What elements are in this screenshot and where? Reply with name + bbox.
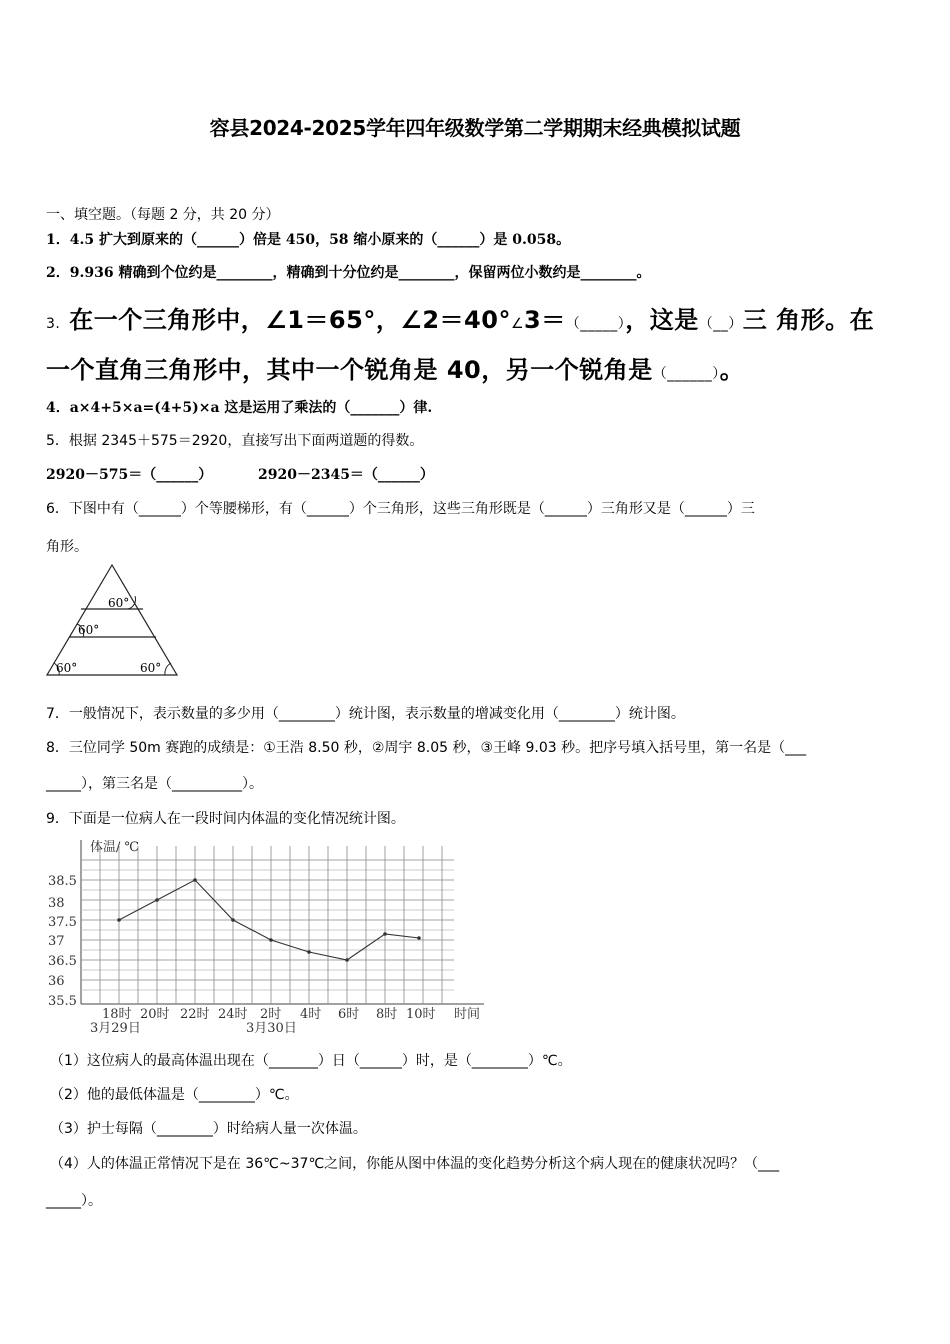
- x-tick: 8时: [376, 1007, 398, 1022]
- y-tick: 38: [48, 896, 65, 911]
- question-9-sub-3: （3）护士每隔（________）时给病人量一次体温。: [50, 1121, 367, 1137]
- angle-symbol: ∠: [510, 316, 525, 332]
- y-axis-label: 体温/ ℃: [90, 840, 140, 855]
- question-3-line-1: [46, 300, 874, 335]
- x-tick: 6时: [338, 1007, 360, 1022]
- x-tick: 20时: [140, 1007, 170, 1022]
- triangle-figure: [44, 562, 184, 680]
- question-8-line-2: _____），第三名是（__________）。: [46, 776, 263, 792]
- answer-blank: （_____）: [565, 316, 626, 332]
- answer-blank: （__）: [698, 316, 743, 332]
- q3-text: 3＝: [524, 306, 566, 334]
- q3-text: 。: [719, 356, 745, 384]
- answer-blank: （______）: [652, 366, 720, 382]
- x-tick: 18时: [102, 1007, 132, 1022]
- question-9: 9．下面是一位病人在一段时间内体温的变化情况统计图。: [46, 811, 405, 827]
- angle-label: 60°: [56, 661, 78, 675]
- question-7: 7．一般情况下，表示数量的多少用（________）统计图，表示数量的增减变化用（________）统计图。: [46, 706, 685, 722]
- y-tick: 36.5: [48, 954, 77, 969]
- q3-text: 一个直角三角形中，其中一个锐角是 40，另一个锐角是: [46, 356, 653, 384]
- question-1: 1．4.5 扩大到原来的（______）倍是 450，58 缩小原来的（______）是 0.058。: [46, 232, 571, 248]
- x-tick: 24时: [218, 1007, 248, 1022]
- q3-text: 三 角形。在: [742, 306, 875, 334]
- y-tick: 37: [48, 934, 65, 949]
- temperature-line-chart: [44, 836, 494, 1041]
- x-tick: 2时: [260, 1007, 282, 1022]
- y-tick: 35.5: [48, 994, 77, 1009]
- page-title: 容县2024-2025学年四年级数学第二学期期末经典模拟试题: [209, 116, 741, 140]
- x-tick: 22时: [180, 1007, 210, 1022]
- q3-text: ，这是: [625, 306, 699, 334]
- y-tick: 36: [48, 974, 65, 989]
- question-6-line-2: 角形。: [46, 539, 88, 555]
- q3-text: 在一个三角形中，∠1＝65°，∠2＝40°: [69, 306, 511, 334]
- y-tick: 37.5: [48, 915, 77, 930]
- angle-label: 60°: [140, 661, 162, 675]
- question-8-line-1: 8．三位同学 50m 赛跑的成绩是：①王浩 8.50 秒，②周宇 8.05 秒，③王峰 9.03 秒。把序号填入括号里，第一名是（___: [46, 740, 807, 756]
- date-label: 3月29日: [90, 1021, 141, 1036]
- question-9-sub-4-line-1: （4）人的体温正常情况下是在 36℃~37℃之间，你能从图中体温的变化趋势分析这个病人现在的健康状况吗？（___: [50, 1156, 780, 1172]
- angle-label: 60°: [78, 623, 100, 637]
- date-label: 3月30日: [246, 1021, 297, 1036]
- question-6-line-1: 6．下图中有（______）个等腰梯形，有（______）个三角形，这些三角形既是（______）三角形又是（______）三: [46, 501, 755, 517]
- x-tick: 4时: [300, 1007, 322, 1022]
- question-9-sub-4-line-2: _____）。: [46, 1193, 102, 1209]
- question-5-sub-1: 2920－575＝（______）: [46, 467, 213, 483]
- question-3-line-2: [46, 350, 744, 385]
- y-tick: 38.5: [48, 874, 77, 889]
- question-4: 4．a×4+5×a=(4+5)×a 这是运用了乘法的（_______）律.: [46, 400, 433, 416]
- x-axis-label: 时间: [454, 1007, 481, 1022]
- x-tick: 10时: [406, 1007, 436, 1022]
- question-2: 2．9.936 精确到个位约是________，精确到十分位约是________，保留两位小数约是________。: [46, 265, 651, 281]
- question-5: 5．根据 2345＋575＝2920，直接写出下面两道题的得数。: [46, 433, 424, 449]
- angle-label: 60°: [108, 596, 130, 610]
- question-9-sub-1: （1）这位病人的最高体温出现在（_______）日（______）时，是（________）℃。: [50, 1053, 572, 1069]
- section-heading: 一、填空题。（每题 2 分，共 20 分）: [46, 207, 280, 223]
- question-9-sub-2: （2）他的最低体温是（________）℃。: [50, 1087, 299, 1103]
- question-5-sub-2: 2920－2345＝（______）: [258, 467, 434, 483]
- question-number: 3.: [46, 316, 61, 332]
